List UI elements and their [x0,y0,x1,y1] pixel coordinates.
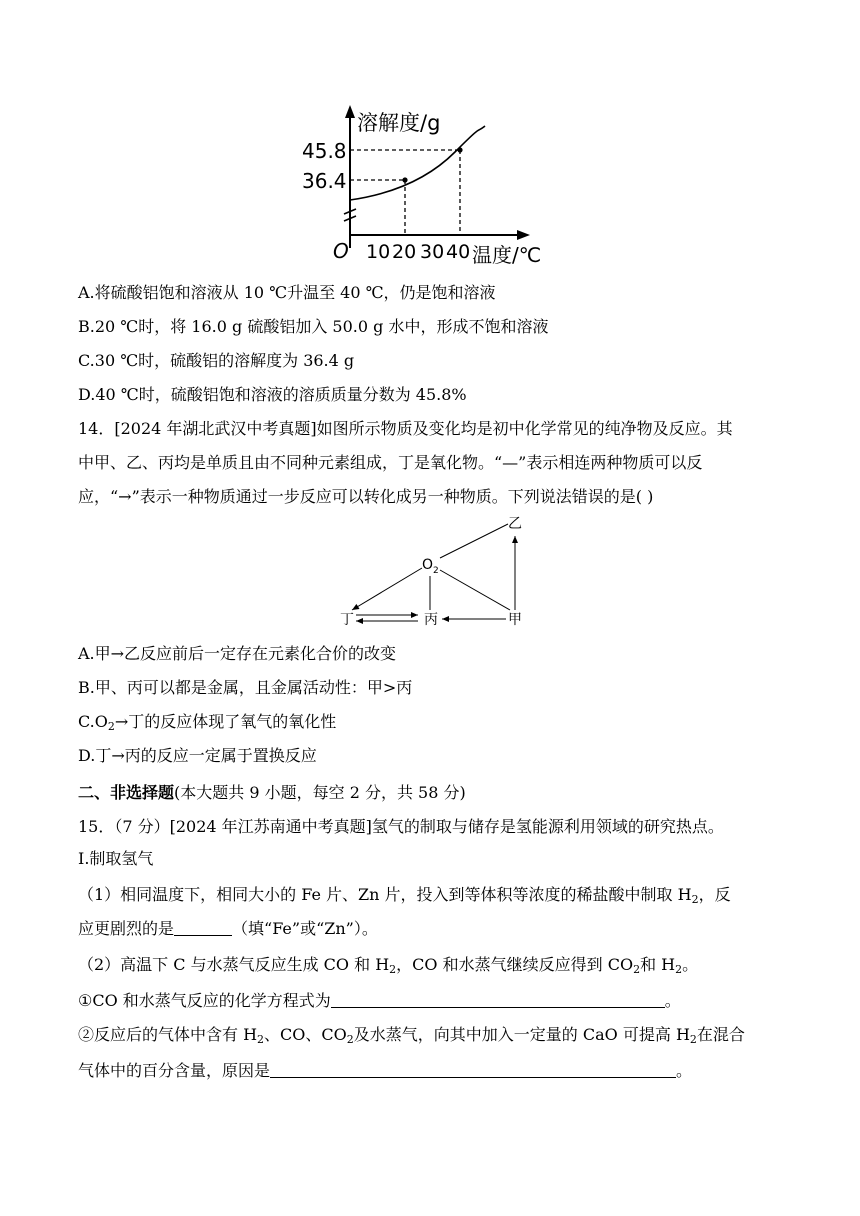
data-point-20 [402,177,407,182]
section-2-heading [78,782,466,804]
q13-option-b: B.20 ℃时，将 16.0 g 硫酸铝加入 50.0 g 水中，形成不饱和溶液 [78,317,549,336]
answer-blank-2[interactable] [331,991,665,1008]
q15-circ1-line: ①CO 和水蒸气反应的化学方程式为 。 [78,991,681,1010]
y-tick-label: 45.8 [302,139,347,163]
q14-stem-line-3: 应，“→”表示一种物质通过一步反应可以转化成另一种物质。下列说法错误的是( ) [78,487,654,506]
answer-blank-3[interactable] [270,1061,676,1078]
x-axis-label: 温度/℃ [472,243,542,267]
x-tick-label: 10 [366,241,391,263]
q13-option-d: D.40 ℃时，硫酸铝饱和溶液的溶质质量分数为 45.8% [78,385,467,404]
q15-circ2-line-2: 气体中的百分含量，原因是 。 [78,1061,693,1080]
q13-option-a: A.将硫酸铝饱和溶液从 10 ℃升温至 40 ℃，仍是饱和溶液 [78,283,496,302]
q14-stem-line-1: 14．[2024 年湖北武汉中考真题]如图所示物质及变化均是初中化学常见的纯净物及反应。其 [78,419,733,438]
origin-label: O [333,239,349,263]
data-point-40 [457,147,462,152]
substance-relation-diagram [330,512,540,632]
q15-sub2-line: （2）高温下 C 与水蒸气反应生成 CO 和 $H_2$，CO 和水蒸气继续反应得到 $CO_2$和 $H_2$。 [78,955,699,976]
q15-part-1-title: Ⅰ.制取氢气 [78,849,154,868]
y-axis-arrow [345,105,355,118]
q14-option-c: $C.O_2\to$丁的反应体现了氧气的氧化性 [78,712,337,733]
node-o2: $O_2$ [422,557,439,576]
q15-header: 15．（7 分）[2024 年江苏南通中考真题]氢气的制取与储存是氢能源利用领域的研究热点。 [78,817,724,836]
q14-option-a: A.甲→乙反应前后一定存在元素化合价的改变 [78,644,397,663]
x-tick-label: 20 [392,241,417,263]
q13-option-c: C.30 ℃时，硫酸铝的溶解度为 36.4 g [78,351,355,370]
q14-option-b: B.甲、丙可以都是金属，且金属活动性：甲>丙 [78,678,413,697]
q14-option-d: D.丁→丙的反应一定属于置换反应 [78,746,317,765]
section-2-note: (本大题共 9 小题，每空 2 分，共 58 分) [174,783,466,802]
arrow-o2-to-ding [352,568,422,610]
q15-sub1-line-1: （1）相同温度下，相同大小的 Fe 片、Zn 片，投入到等体积等浓度的稀盐酸中制取 $H_2$，反 [78,885,731,906]
y-tick-label: 36.4 [302,169,347,193]
node-ding: 丁 [340,612,354,628]
q15-sub1-line-2: 应更剧烈的是 （填“Fe”或“Zn”）。 [78,919,378,938]
solubility-curve [350,126,485,200]
q15-circ2-line-1: ②反应后的气体中含有 $H_2$、CO、$CO_2$及水蒸气，向其中加入一定量的 CaO 可提高 $H_2$在混合 [78,1025,745,1046]
answer-blank-1[interactable] [174,919,232,936]
node-bing: 丙 [424,612,438,628]
node-jia: 甲 [508,612,522,628]
link-o2-yi [440,524,508,558]
solubility-chart [300,100,570,270]
section-2-title: 二、非选择题 [78,783,175,802]
link-o2-jia [440,570,510,610]
x-tick-label: 40 [446,241,471,263]
q14-stem-line-2: 中甲、乙、丙均是单质且由不同种元素组成，丁是氧化物。“—”表示相连两种物质可以反 [78,453,703,472]
x-axis-arrow [517,230,530,240]
y-axis-label: 溶解度/g [357,111,441,135]
x-tick-label: 30 [420,241,445,263]
node-yi: 乙 [508,516,522,532]
